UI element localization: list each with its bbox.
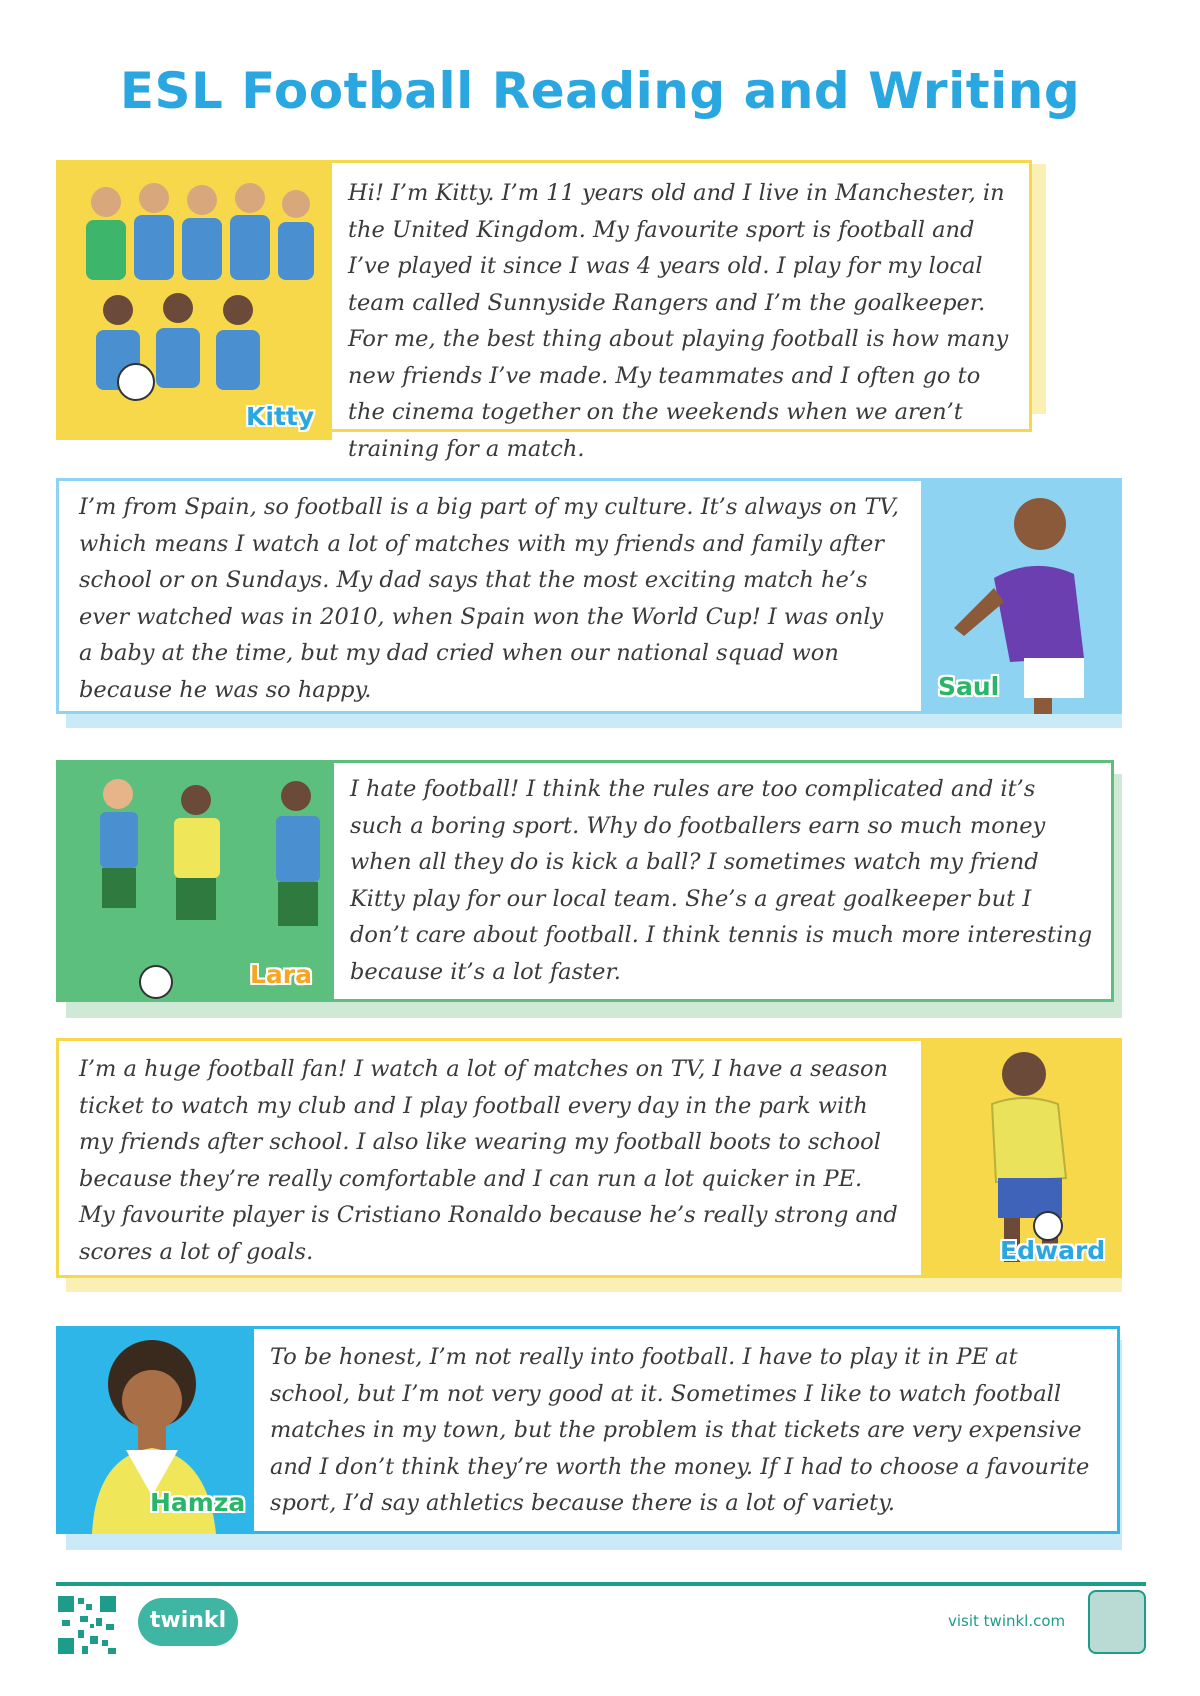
kitty-team-illustration (56, 160, 332, 440)
page-title: ESL Football Reading and Writing (119, 62, 1081, 120)
footer-divider (56, 1582, 1146, 1586)
lara-paragraph: I hate football! I think the rules are too complicated and it’s such a boring sport. Why do footballers earn so much money when all they do is kick a ball? I sometimes watch my friend Kitty play for our local team. She’s a great goalkeeper but I don’t care about football. I think tennis is much more interesting because it’s a lot faster. (350, 776, 1093, 985)
saul-paragraph: I’m from Spain, so football is a big part of my culture. It’s always on TV, which means I watch a lot of matches with my friends and family after school or on Sundays. My dad says that the most exciting match he’s ever watched was in 2010, when Spain won the World Cup! I was only a baby at the time, but my dad cried when our national squad won because he was so happy. (79, 494, 899, 703)
hamza-paragraph: To be honest, I’m not really into football. I have to play it in PE at school, but I’m not very good at it. Sometimes I like to watch football matches in my town, but the problem is that tickets are very expensive and I don’t think they’re worth the money. If I had to choose a favourite sport, I’d say athletics because there is a lot of variety. (270, 1344, 1090, 1516)
visit-link[interactable]: visit twinkl.com (948, 1612, 1066, 1630)
saul-name-label: Saul (938, 672, 1000, 701)
kitty-name-label: Kitty (246, 402, 315, 431)
edward-text-box (56, 1038, 924, 1278)
edward-paragraph: I’m a huge football fan! I watch a lot of matches on TV, I have a season ticket to watch my club and I play football every day in the park with my friends after school. I also like wearing my football boots to school because they’re really comfortable and I can run a lot quicker in PE. My favourite player is Cristiano Ronaldo because he’s really strong and scores a lot of goals. (79, 1056, 898, 1265)
saul-text-box (56, 478, 924, 714)
quality-badge-icon (1088, 1590, 1146, 1654)
lara-name-label: Lara (250, 960, 312, 989)
hamza-text-box (254, 1326, 1120, 1534)
kitty-text-box (332, 160, 1032, 462)
lara-text-box (334, 760, 1114, 1002)
hamza-name-label: Hamza (150, 1488, 246, 1517)
qr-code-icon (56, 1594, 118, 1656)
edward-name-label: Edward (1000, 1236, 1106, 1265)
twinkl-logo[interactable]: twinkl (138, 1598, 238, 1646)
kitty-paragraph: Hi! I’m Kitty. I’m 11 years old and I live in Manchester, in the United Kingdom. My favourite sport is football and I’ve played it since I was 4 years old. I play for my local team called Sunnyside Rangers and I’m the goalkeeper. For me, the best thing about playing football is how many new friends I’ve made. My teammates and I often go to the cinema together on the weekends when we aren’t training for a match. (348, 180, 1009, 462)
